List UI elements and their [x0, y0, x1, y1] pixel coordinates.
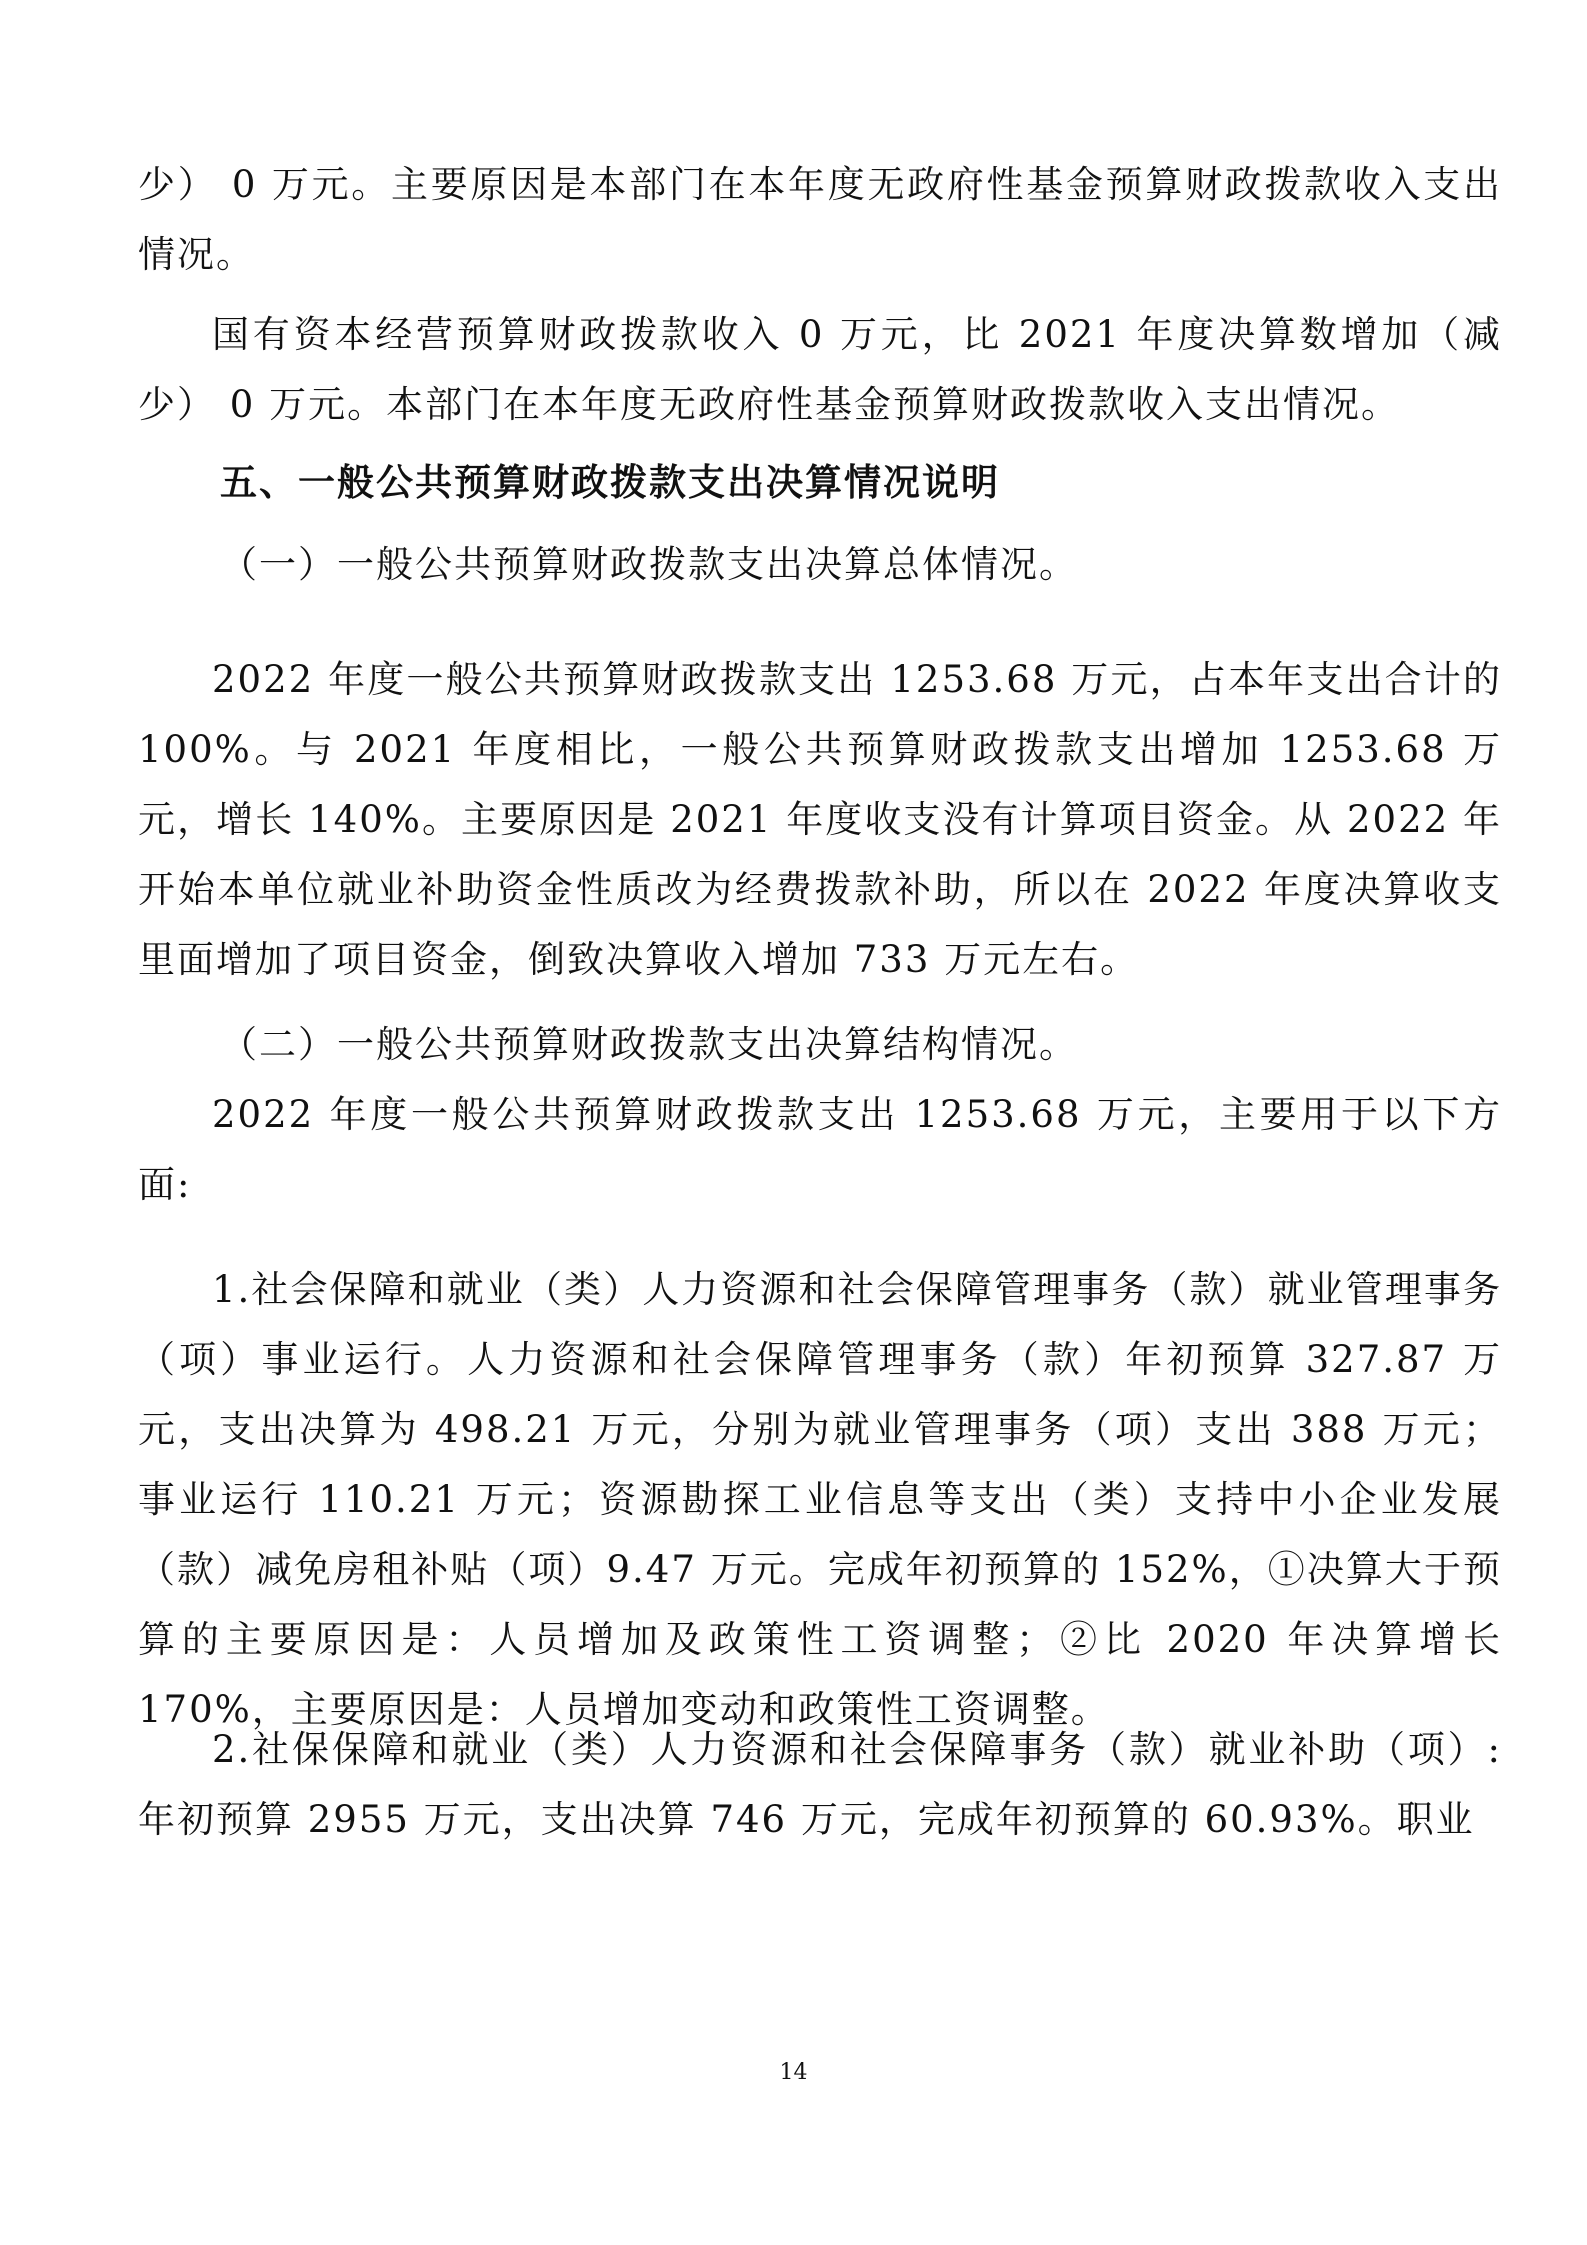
- page-number: 14: [779, 2060, 808, 2085]
- subheading-overall: （一）一般公共预算财政拨款支出决算总体情况。: [220, 543, 1078, 586]
- paragraph-item-2: 2.社保保障和就业（类）人力资源和社会保障事务（款）就业补助（项）:年初预算 2955 万元，支出决算 746 万元，完成年初预算的 60.93%。职业: [138, 1728, 1502, 1841]
- paragraph-state-capital: 国有资本经营预算财政拨款收入 0 万元，比 2021 年度决算数增加（减少） 0 万元。本部门在本年度无政府性基金预算财政拨款收入支出情况。: [138, 313, 1502, 426]
- section-heading-five: 五、一般公共预算财政拨款支出决算情况说明: [220, 461, 1000, 504]
- paragraph-overall-expenditure: 2022 年度一般公共预算财政拨款支出 1253.68 万元，占本年支出合计的 100%。与 2021 年度相比，一般公共预算财政拨款支出增加 1253.68 万元，增长 140%。主要原因是 2021 年度收支没有计算项目资金。从 2022 年开始本单位就业补助资金性质改为经费拨款补助，所以在 2022 年度决算收支里面增加了项目资金，倒致决算收入增加 733 万元左右。: [138, 658, 1502, 981]
- subheading-structure: （二）一般公共预算财政拨款支出决算结构情况。: [220, 1023, 1078, 1066]
- paragraph-item-1: 1.社会保障和就业（类）人力资源和社会保障管理事务（款）就业管理事务（项）事业运行。人力资源和社会保障管理事务（款）年初预算 327.87 万元，支出决算为 498.21 万元，分别为就业管理事务（项）支出 388 万元；事业运行 110.21 万元；资源勘探工业信息等支出（类）支持中小企业发展（款）减免房租补贴（项）9.47 万元。完成年初预算的 152%，①决算大于预算的主要原因是：人员增加及政策性工资调整；②比 2020 年决算增长 170%，主要原因是：人员增加变动和政策性工资调整。: [138, 1268, 1502, 1731]
- paragraph-fund-continuation: 少） 0 万元。主要原因是本部门在本年度无政府性基金预算财政拨款收入支出情况。: [138, 163, 1502, 276]
- paragraph-structure-intro: 2022 年度一般公共预算财政拨款支出 1253.68 万元，主要用于以下方面:: [138, 1093, 1502, 1206]
